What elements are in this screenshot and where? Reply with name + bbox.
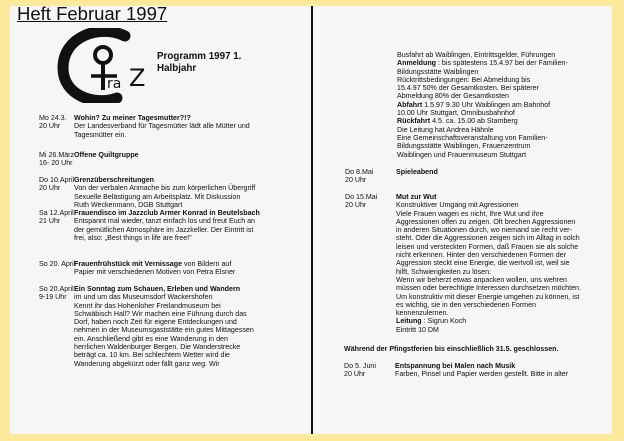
- event-description-line: es wichtig, sie in den verschiedenen Formen: [396, 300, 536, 309]
- event-date: [39, 114, 67, 131]
- continuation-text: Busfahrt ab Waiblingen, Eintrittsgelder, Führungen: [397, 51, 556, 59]
- event-continuation: [397, 51, 568, 159]
- event-date: [345, 168, 373, 185]
- event-description-line: frei, also: „Best things in life are free!": [74, 233, 192, 242]
- event-description-line: ein. Anschließend gibt es eine Wanderung in den: [74, 334, 228, 343]
- event-description-line: Schwäbisch Hall? Wir machen eine Führung durch das: [74, 309, 247, 318]
- event-description-line: Sexuelle Belästigung am Arbeitsplatz. Mit Diskussion: [74, 192, 241, 201]
- event-date-line: Do 15.Mai: [345, 193, 378, 201]
- continuation-text: Abmeldung 80% der Gesamtkosten: [397, 92, 509, 101]
- event-date-line: Do 5. Juni: [344, 362, 376, 370]
- continuation-bold: Anmeldung: [397, 59, 437, 68]
- continuation-line: [397, 76, 568, 84]
- event-description-line: steht. Oder die Aggressionen zeigen sich im Alltag in solch: [396, 234, 580, 243]
- event-date-line: 20 Uhr: [345, 201, 367, 210]
- event-date-line: 20 Uhr: [344, 370, 366, 379]
- continuation-line: [397, 68, 568, 76]
- continuation-line: [397, 151, 568, 159]
- event-date: [39, 260, 75, 268]
- event-heading: [74, 151, 139, 159]
- event-content: [74, 151, 139, 159]
- extra-bold: Leitung: [396, 317, 422, 326]
- event-description-line: nicht erkennen. Hinter den verschiedenen Formen der: [396, 251, 566, 260]
- event-description-line: Kennt ihr das Hohenloher Freilandmuseum bei: [74, 301, 221, 310]
- event-description-line: Konstruktiver Umgang mit Agressionen: [396, 201, 519, 210]
- event-content: [74, 114, 250, 139]
- continuation-text: Eine Gemeinschaftsveranstaltung von Familien-: [397, 133, 548, 142]
- event-title-rest: von Bildern auf: [182, 260, 232, 268]
- event-date-line: 21 Uhr: [39, 217, 61, 226]
- event-date: [39, 209, 74, 226]
- continuation-bold: Abfahrt: [397, 100, 423, 109]
- event-description-line: hilft, Schwierigkeiten zu lösen:: [396, 267, 492, 276]
- event-date-line: Do 8.Mai: [345, 168, 374, 176]
- continuation-line: [397, 134, 568, 142]
- continuation-line: [397, 101, 568, 109]
- event-content: [396, 168, 438, 176]
- event-description-line: Farben, Pinsel und Papier werden gestellt. Bitte in alter: [395, 370, 569, 379]
- event-description-line: Wanderung abgekürzt oder fällt ganz weg. Wir: [74, 359, 220, 368]
- event-description-line: Entspannt mal wieder, tanzt einfach los und freut Euch an: [74, 217, 256, 226]
- extra-text: : Sigrun Koch: [421, 317, 467, 326]
- event-date: [39, 176, 74, 193]
- continuation-text: Bildungsstätte Waiblingen: [397, 67, 479, 76]
- event-date: [344, 362, 376, 379]
- continuation-line: [397, 142, 568, 150]
- event-description-line: Viele Frauen wagen es nicht, Ihre Wut und ihre: [396, 209, 544, 218]
- continuation-text: 10.00 Uhr Stuttgart, Omnibusbahnhof: [397, 109, 515, 118]
- event-title: Frauendisco im Jazzclub Armer Konrad in Beutelsbach: [74, 209, 260, 217]
- event-heading: [396, 193, 581, 201]
- event-title: Offene Quiltgruppe: [74, 151, 139, 159]
- continuation-text: 4.5. ca. 15.00 ab Stamberg: [430, 117, 518, 126]
- event-content: [74, 285, 254, 368]
- event-description-line: Aggression steckt eine Energie, die wertvoll ist, weil sie: [396, 259, 570, 268]
- event-date-line: Mo 24.3.: [39, 114, 67, 122]
- event-description-line: herrlichen Waldenburger Bergen. Die Wanderstrecke: [74, 343, 241, 352]
- event-date-line: Mi 26.März: [39, 151, 75, 159]
- event-title: Spieleabend: [396, 168, 438, 176]
- event-date-line: So 20. April: [39, 260, 76, 268]
- event-date-line: 16- 20 Uhr: [39, 159, 73, 168]
- continuation-text: : bis spätestens 15.4.97 bei der Familien-: [436, 59, 568, 68]
- continuation-line: [397, 59, 568, 67]
- event-description-line: Von der verbalen Anmache bis zum körperlichen Übergriff: [74, 184, 256, 193]
- event-extra-line: [396, 326, 581, 334]
- event-content: [74, 260, 235, 277]
- event-description-line: im und um das Museumsdorf Wackershofen: [74, 293, 213, 302]
- page-divider: [311, 6, 313, 434]
- event-heading: [74, 209, 260, 217]
- event-title: Ein Sonntag zum Schauen, Erleben und Wandern: [74, 285, 241, 293]
- continuation-text: Waiblingen und Frauenmuseum Stuttgart: [397, 150, 527, 159]
- event-content: [74, 209, 260, 242]
- event-content: [74, 176, 255, 209]
- fraz-logo: [55, 28, 155, 103]
- continuation-text: Rücktrittsbedingungen: Bei Abmeldung bis: [397, 75, 531, 84]
- event-description-line: der gemütlichen Atmosphäre im Jazzkeller. Der Eintritt ist: [74, 225, 254, 234]
- event-date: [39, 285, 74, 302]
- event-description-line: Ruth Weckenmann, DGB Stuttgart: [74, 200, 183, 209]
- event-date: [345, 193, 377, 210]
- extra-text: Eintritt 10 DM: [396, 325, 439, 334]
- event-content: [396, 193, 581, 334]
- event-description-line: beträgt ca. 10 km. Bei schlechtem Wetter wird die: [74, 351, 230, 360]
- event-heading: [74, 260, 235, 268]
- continuation-line: [397, 117, 568, 125]
- event-description-line: Tagesmütter ein.: [74, 130, 127, 139]
- event-description-line: müssen oder berechtigte Interessen durchsetzen möchten.: [396, 284, 581, 293]
- event-date-line: 20 Uhr: [39, 184, 61, 193]
- continuation-text: 1.5.97 9.30 Uhr Waiblingen am Bahnhof: [422, 100, 551, 109]
- event-date-line: 9-19 Uhr: [39, 293, 67, 302]
- continuation-text: 15.4.97 50% der Gesamtkosten. Bei späterer: [397, 84, 539, 93]
- event-description-line: kennenzulernen.: [396, 309, 449, 318]
- event-description-line: Um konstruktiv mit dieser Energie umgehen zu können, ist: [396, 292, 580, 301]
- event-date-line: So 20.April: [39, 285, 74, 293]
- closed-notice: Während der Pfingstferien bis einschließlich 31.5. geschlossen.: [344, 345, 559, 353]
- event-title: Mut zur Wut: [396, 193, 437, 201]
- event-description-line: Aggressionen offen zu zeigen. Oft brechen Aggressionen: [396, 217, 576, 226]
- event-description-line: Dorf, haben noch Zeit für eigene Entdeckungen und: [74, 318, 237, 327]
- event-extra-line: [396, 317, 581, 325]
- event-title: Grenzüberschreitungen: [74, 176, 155, 184]
- svg-text:Z: Z: [129, 64, 146, 92]
- event-heading: [395, 362, 568, 370]
- event-date: [39, 151, 74, 168]
- continuation-bold: Rückfahrt: [397, 117, 431, 126]
- continuation-text: Die Leitung hat Andrea Hähnle: [397, 125, 494, 134]
- continuation-line: [397, 126, 568, 134]
- continuation-line: [397, 51, 568, 59]
- event-date-line: Do 10.April: [39, 176, 75, 184]
- event-heading: [74, 176, 255, 184]
- event-title: Frauenfrühstück mit Vernissage: [74, 260, 183, 268]
- event-content: [395, 362, 568, 379]
- event-description-line: Der Landesverband für Tagesmütter lädt alle Mütter und: [74, 122, 250, 131]
- continuation-line: [397, 109, 568, 117]
- event-heading: [74, 285, 254, 293]
- event-heading: [396, 168, 438, 176]
- event-description-line: leisen und versteckten Formen, daß Frauen sie als solche: [396, 242, 579, 251]
- event-date-line: 20 Uhr: [39, 122, 61, 131]
- program-heading: Programm 1997 1. Halbjahr: [157, 51, 242, 74]
- event-description-line: nehmen in der Museumsgaststätte ein gutes Mittagessen: [74, 326, 254, 335]
- event-heading: [74, 114, 250, 122]
- event-title: Entspannung bei Malen nach Musik: [395, 362, 516, 370]
- event-description-line: Wenn wir beherzt etwas anpacken wollen, uns wehren: [396, 275, 568, 284]
- continuation-text: Bildungsstätte Waiblingen, Frauenzentrum: [397, 142, 531, 151]
- event-description-line: in anderen Situationen durch, wo niemand sie recht ver-: [396, 226, 572, 235]
- page-title: Heft Februar 1997: [17, 3, 168, 24]
- continuation-line: [397, 92, 568, 100]
- event-description-line: Papier mit verschiedenen Motiven von Petra Elsner: [74, 268, 236, 277]
- continuation-line: [397, 84, 568, 92]
- event-title: Wohin? Zu meiner Tagesmutter?!?: [74, 114, 191, 122]
- event-date-line: 20 Uhr: [345, 176, 367, 185]
- event-date-line: Sa 12.April: [39, 209, 74, 217]
- svg-text:ra: ra: [107, 76, 122, 92]
